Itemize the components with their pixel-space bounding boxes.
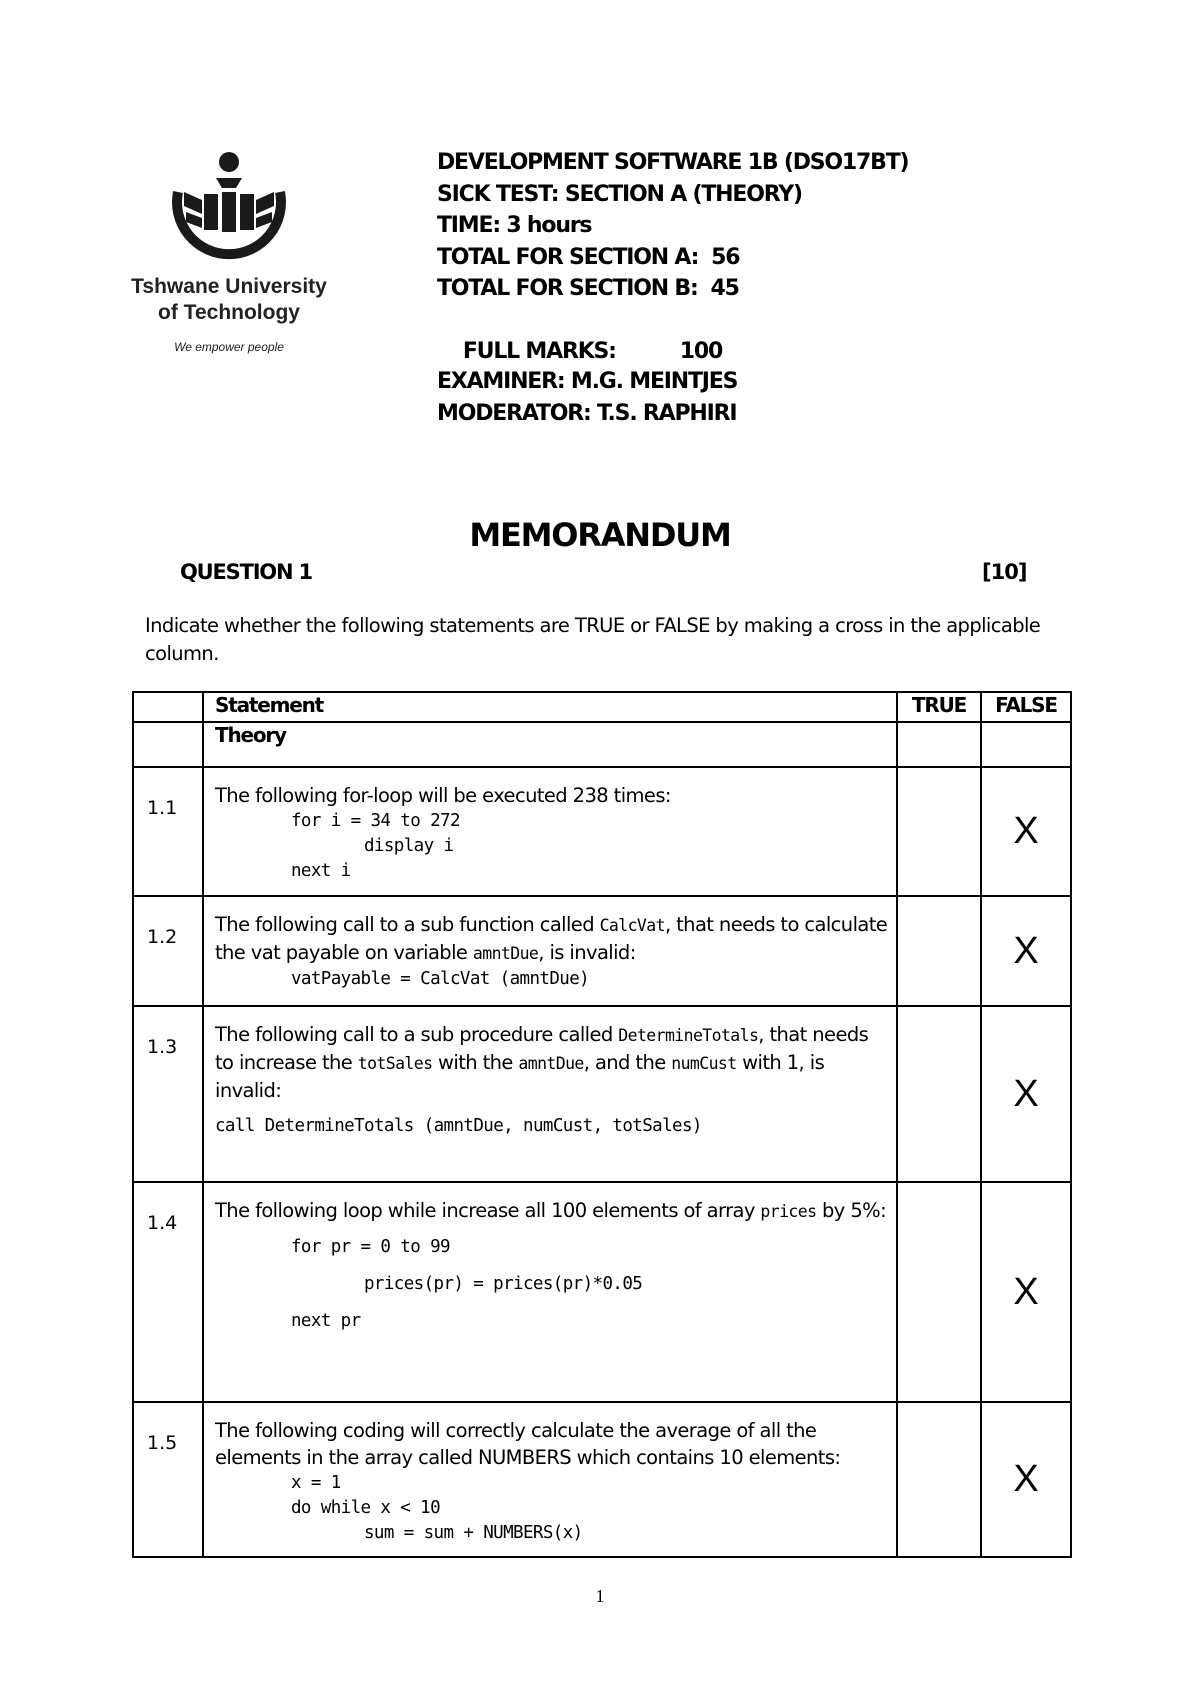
- false-cell-mark[interactable]: X: [981, 1402, 1071, 1557]
- question-number: 1.1: [133, 767, 203, 896]
- code-line: do while x < 10: [291, 1498, 441, 1518]
- university-emblem-icon: [164, 148, 294, 268]
- question-number: 1.3: [133, 1006, 203, 1182]
- memorandum-title: MEMORANDUM: [469, 516, 731, 554]
- logo-wordmark: Tshwane University of Technology: [131, 275, 327, 324]
- full-marks: [437, 305, 908, 364]
- table-row: [133, 1006, 1071, 1182]
- header-num-cell: [133, 692, 203, 722]
- false-cell-mark[interactable]: X: [981, 896, 1071, 1006]
- table-header-row: [133, 692, 1071, 722]
- false-cell-mark[interactable]: X: [981, 767, 1071, 896]
- time-allowed: TIME: 3 hours: [437, 213, 592, 238]
- false-cell-mark[interactable]: X: [981, 1182, 1071, 1402]
- university-logo: [124, 148, 334, 358]
- statement-text: The following for-loop will be executed 238 times: for i = 34 to 272 display i next i: [203, 767, 897, 896]
- true-cell[interactable]: [897, 896, 981, 1006]
- code-line: vatPayable = CalcVat (amntDue): [291, 969, 590, 989]
- statement-text: The following coding will correctly calculate the average of all the elements in the array called NUMBERS which contains 10 elements: x = 1 do while x < 10 sum = sum + NUMBERS(x): [203, 1402, 897, 1557]
- course-title: DEVELOPMENT SOFTWARE 1B (DSO17BT): [437, 150, 909, 175]
- table-row: [133, 1402, 1071, 1557]
- header-true: TRUE: [897, 692, 981, 722]
- total-section-a: TOTAL FOR SECTION A: 56: [437, 244, 740, 270]
- true-cell[interactable]: [897, 1006, 981, 1182]
- section-title: Theory: [203, 722, 897, 767]
- section-row: [133, 722, 1071, 767]
- statement-text: The following call to a sub procedure called DetermineTotals, that needs to increase the totSales with the amntDue, and the numCust with 1, is invalid: call DetermineTotals (amntDue, numCust, totSales): [203, 1006, 897, 1182]
- statement-text: The following call to a sub function called CalcVat, that needs to calculate the vat payable on variable amntDue, is invalid: vatPayable = CalcVat (amntDue): [203, 896, 897, 1006]
- statement-text: The following loop while increase all 100 elements of array prices by 5%: for pr = 0 to 99 prices(pr) = prices(pr)*0.05 next pr: [203, 1182, 897, 1402]
- true-cell[interactable]: [897, 1182, 981, 1402]
- true-false-table: [132, 691, 1072, 1558]
- question-number: 1.4: [133, 1182, 203, 1402]
- table-row: [133, 896, 1071, 1006]
- exam-header: [437, 147, 908, 429]
- table-row: [133, 1182, 1071, 1402]
- code-line: x = 1: [291, 1473, 341, 1493]
- question-instructions: Indicate whether the following statements are TRUE or FALSE by making a cross in the applicable column.: [145, 614, 1041, 665]
- true-cell[interactable]: [897, 767, 981, 896]
- page-number: 1: [595, 1586, 605, 1606]
- code-line: for i = 34 to 272: [291, 811, 460, 831]
- full-marks-label: FULL MARKS:: [462, 339, 616, 364]
- question-marks: [10]: [982, 560, 1027, 584]
- test-title: SICK TEST: SECTION A (THEORY): [437, 181, 802, 207]
- total-section-b: TOTAL FOR SECTION B: 45: [437, 276, 739, 301]
- full-marks-value: 100: [679, 339, 723, 364]
- header-false: FALSE: [981, 692, 1071, 722]
- code-line: sum = sum + NUMBERS(x): [364, 1523, 583, 1543]
- false-cell-mark[interactable]: X: [981, 1006, 1071, 1182]
- code-line: next i: [291, 861, 351, 881]
- question-label: QUESTION 1: [180, 560, 312, 584]
- logo-tagline: We empower people: [174, 340, 284, 354]
- header-statement: Statement: [203, 692, 897, 722]
- question-number: 1.2: [133, 896, 203, 1006]
- code-line: for pr = 0 to 99: [291, 1237, 450, 1257]
- moderator: MODERATOR: T.S. RAPHIRI: [437, 400, 737, 426]
- code-line: display i: [364, 836, 454, 856]
- table-row: [133, 767, 1071, 896]
- question-number: 1.5: [133, 1402, 203, 1557]
- code-line: next pr: [291, 1311, 361, 1331]
- examiner: EXAMINER: M.G. MEINTJES: [437, 369, 738, 394]
- code-line: call DetermineTotals (amntDue, numCust, totSales): [215, 1116, 702, 1136]
- code-line: prices(pr) = prices(pr)*0.05: [364, 1274, 643, 1294]
- true-cell[interactable]: [897, 1402, 981, 1557]
